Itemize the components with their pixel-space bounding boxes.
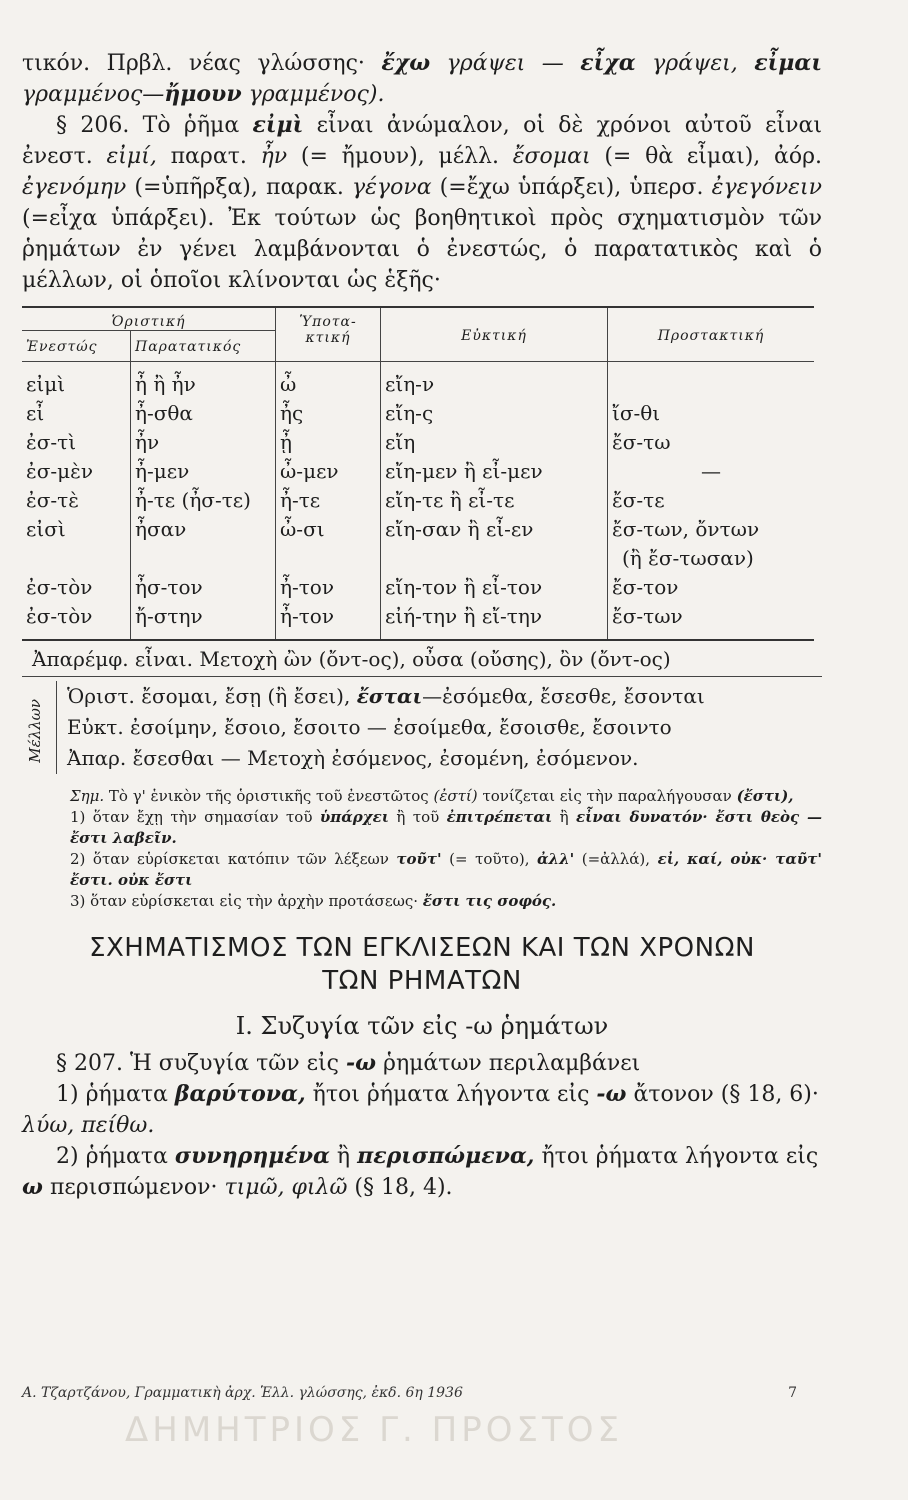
page-number: 7 (788, 1385, 797, 1401)
cell-paratatikos: ἦ-σθα (131, 399, 276, 428)
table-row (22, 544, 814, 573)
cell-enestos: εἰμὶ (26, 372, 66, 396)
cell-prostaktiki: ἔσ-των (608, 602, 815, 640)
bold-italic-word: ἔχω (381, 50, 431, 76)
bold-italic-word: εἶναι δυνατόν· ἔστι θεὸς — ἔστι λαβεῖν. (70, 808, 822, 847)
text: (=εἶχα ὑπάρξει). Ἐκ τούτων ὡς βοηθητικοὶ πρὸς σχηματισμὸν τῶν ῥημάτων ἐν γένει λαμβάνονται ὁ ἐνεστώς, ὁ παρατατικὸς καὶ ὁ μέλλων, οἱ ὁποῖοι κλίνονται ὡς ἑξῆς· (22, 206, 822, 293)
library-stamp: ΔΗΜΗΤΡΙΟΣ Γ. ΠΡΟΣΤΟΣ (125, 1410, 623, 1450)
text: ἤτοι ῥήματα λήγοντα εἰς (312, 1082, 590, 1107)
header-ypotaktiki: Ὑποτα-κτική (276, 307, 381, 361)
cell-prostaktiki: — (608, 457, 815, 486)
italic-word: ἐγενόμην (22, 175, 127, 200)
text: —ἐσόμεθα, ἔσεσθε, ἔσονται (422, 684, 705, 708)
cell-ypotaktiki: ἦ-τε (276, 486, 381, 515)
text: 3) ὅταν εὑρίσκεται εἰς τὴν ἀρχὴν προτάσεως· (70, 892, 419, 910)
text: Ὁριστ. ἔσομαι, ἔσῃ (ἢ ἔσει), (67, 684, 351, 708)
cell-enestos (22, 544, 131, 573)
header-enestos: Ἐνεστώς (26, 339, 98, 355)
cell-enestos: ἐσ-τὸν (26, 604, 93, 628)
section-heading (22, 932, 822, 998)
future-oristiki (67, 681, 705, 712)
text: τικόν. Πρβλ. νέας γλώσσης· (22, 51, 365, 76)
bold-italic-word: ὑπάρχει (319, 808, 390, 826)
future-label-text: Μέλλων (26, 699, 44, 763)
bold-italic-word: ἀλλ' (537, 850, 575, 868)
cell-enestos: εἰσὶ (26, 517, 66, 541)
cell-efktiki: εἴη-τον ἢ εἶ-τον (381, 573, 608, 602)
cell-paratatikos: ἦ-μεν (131, 457, 276, 486)
bold-italic-word: ἤμουν (164, 81, 242, 107)
cell-ypotaktiki: ὦ (276, 362, 381, 400)
text: (= ἤμουν), μέλλ. (300, 144, 499, 169)
cell-paratatikos: ἦν (131, 428, 276, 457)
bold-italic-word: συνηρημένα (174, 1143, 330, 1169)
cell-paratatikos: ἦ ἢ ἦν (131, 362, 276, 400)
italic-word: γραμμένος). (248, 82, 385, 107)
text: εἶναι ἀνώμαλον, οἱ δὲ χρόνοι αὐτοῦ εἶναι ἐνεστ. (22, 113, 823, 169)
table-row (22, 457, 814, 486)
note-block (22, 786, 822, 912)
paragraph-207 (22, 1048, 822, 1079)
text: (§ 18, 4). (354, 1175, 453, 1200)
note-item-2 (22, 849, 822, 891)
bold-italic-word: περισπώμενα, (357, 1143, 535, 1169)
paragraph-206 (22, 110, 822, 296)
paragraph-207-item-2 (22, 1141, 822, 1203)
cell-efktiki: εἴη-μεν ἢ εἶ-μεν (381, 457, 608, 486)
text: ῥημάτων περιλαμβάνει (383, 1051, 641, 1076)
bold-italic-word: εἰμὶ (252, 112, 304, 138)
cell-prostaktiki: ἴσ-θι (608, 399, 815, 428)
text: ἤτοι ῥήματα λήγοντα εἰς (541, 1144, 819, 1169)
bold-italic-word: -ω (596, 1081, 627, 1107)
cell-efktiki: εἴη-τε ἢ εἶ-τε (381, 486, 608, 515)
cell-ypotaktiki: ᾖ (276, 428, 381, 457)
note-label: Σημ. (70, 787, 105, 805)
cell-ypotaktiki: ὦ-μεν (276, 457, 381, 486)
italic-word: λύω, πείθω. (22, 1113, 155, 1138)
cell-efktiki (381, 544, 608, 573)
cell-prostaktiki: ἔσ-τω (608, 428, 815, 457)
text: (=ἔχω ὑπάρξει), ὑπερσ. (439, 175, 704, 200)
section-207 (22, 1048, 822, 1203)
bold-italic-word: βαρύτονα, (174, 1081, 306, 1107)
text: περισπώμενον· (49, 1175, 218, 1200)
cell-ypotaktiki: ἦ-τον (276, 602, 381, 640)
paragraph-intro (22, 48, 822, 110)
header-paratatikos: Παρατατικός (131, 331, 276, 362)
cell-ypotaktiki: ὦ-σι (276, 515, 381, 544)
cell-efktiki: εἴη-ς (381, 399, 608, 428)
future-label (22, 681, 57, 774)
bold-italic-word: -ω (345, 1050, 377, 1076)
cell-prostaktiki (608, 362, 815, 400)
text: 2) ῥήματα (56, 1144, 168, 1169)
bold-italic-word: ἔσται (356, 684, 423, 708)
text: ἄτονον (§ 18, 6)· (633, 1082, 819, 1107)
header-prostaktiki: Προστακτική (608, 307, 815, 361)
table-row (22, 362, 814, 400)
future-efktiki: Εὐκτ. ἐσοίμην, ἔσοιο, ἔσοιτο — ἐσοίμεθα, ἔσοισθε, ἔσοιντο (67, 715, 672, 739)
cell-enestos: ἐσ-τὲ (26, 488, 79, 512)
italic-word: ἦν (260, 144, 288, 169)
note-intro (22, 786, 822, 807)
text: § 206. Τὸ ῥῆμα (56, 113, 240, 138)
table-row (22, 399, 814, 428)
text: (= τοῦτο), (449, 850, 530, 868)
cell-ypotaktiki: ἦ-τον (276, 573, 381, 602)
future-aparemfato: Ἀπαρ. ἔσεσθαι — Μετοχὴ ἐσόμενος, ἐσομένη, ἐσόμενον. (67, 746, 639, 770)
paragraph-207-item-1 (22, 1079, 822, 1141)
future-tense-block (22, 676, 822, 774)
heading-line-1: ΣΧΗΜΑΤΙΣΜΟΣ ΤΩΝ ΕΓΚΛΙΣΕΩΝ ΚΑΙ ΤΩΝ ΧΡΟΝΩΝ (89, 933, 755, 963)
table-row (22, 486, 814, 515)
text: 1) ὅταν ἔχῃ τὴν σημασίαν τοῦ (70, 808, 313, 826)
table-row (22, 602, 814, 640)
italic-word: (ἐστί) (433, 787, 478, 805)
cell-paratatikos: ἦ-τε (ἦσ-τε) (131, 486, 276, 515)
italic-word: γράψει, (652, 51, 738, 76)
text: (= θὰ εἶμαι), ἀόρ. (604, 144, 823, 169)
cell-ypotaktiki (276, 544, 381, 573)
italic-word: γέγονα (351, 175, 432, 200)
text: Τὸ γ' ἑνικὸν τῆς ὁριστικῆς τοῦ ἐνεστῶτος (108, 787, 429, 805)
cell-enestos: ἐσ-τὸν (26, 575, 93, 599)
cell-efktiki: εἴη (381, 428, 608, 457)
cell-paratatikos: ἦσαν (131, 515, 276, 544)
text: ἢ (559, 808, 569, 826)
footer-source: Α. Τζαρτζάνου, Γραμματικὴ ἀρχ. Ἑλλ. γλώσσης, ἐκδ. 6η 1936 (22, 1385, 463, 1401)
aparemfato-line: Ἀπαρέμφ. εἶναι. Μετοχὴ ὢν (ὄντ-ος), οὖσα (οὔσης), ὂν (ὄντ-ος) (22, 640, 814, 674)
table-row (22, 515, 814, 544)
cell-prostaktiki: ἔσ-των, ὄντων (608, 515, 815, 544)
italic-word: τιμῶ, φιλῶ (224, 1175, 348, 1200)
text: 1) ῥήματα (56, 1082, 168, 1107)
text: παρατ. (170, 144, 247, 169)
page-footer (22, 1385, 797, 1401)
cell-enestos: ἐσ-μὲν (26, 459, 94, 483)
table-row (22, 573, 814, 602)
text: (=ὑπῆρξα), παρακ. (134, 175, 344, 200)
cell-prostaktiki: ἔσ-τε (608, 486, 815, 515)
italic-word: ἔσομαι (512, 144, 591, 169)
bold-italic-word: ἐπιτρέπεται (446, 808, 553, 826)
cell-enestos: εἶ (26, 401, 45, 425)
bold-italic-word: ἔστι τις σοφός. (422, 892, 557, 910)
cell-efktiki: εἴη-σαν ἢ εἶ-εν (381, 515, 608, 544)
bold-italic-word: τοῦτ' (396, 850, 442, 868)
header-efktiki: Εὐκτική (381, 307, 608, 361)
cell-prostaktiki: ἔσ-τον (608, 573, 815, 602)
italic-word: εἰμί, (106, 144, 157, 169)
bold-italic-word: εἰ, καί, οὐκ· ταῦτ' ἔστι. οὐκ ἔστι (70, 850, 822, 889)
text: ἢ (336, 1144, 351, 1169)
page-content (22, 48, 822, 1203)
text: (=ἀλλά), (581, 850, 651, 868)
text: τονίζεται εἰς τὴν παραλήγουσαν (482, 787, 732, 805)
cell-efktiki: εἴη-ν (381, 362, 608, 400)
future-lines (57, 681, 705, 774)
cell-enestos: ἐσ-τὶ (26, 430, 77, 454)
text: ἢ τοῦ (396, 808, 440, 826)
subsection-heading: I. Συζυγία τῶν εἰς -ω ῥημάτων (235, 1012, 609, 1040)
cell-paratatikos: ἦσ-τον (131, 573, 276, 602)
bold-italic-word: ω (22, 1174, 43, 1200)
conjugation-table (22, 306, 814, 674)
cell-prostaktiki: (ἢ ἔσ-τωσαν) (608, 544, 815, 573)
cell-paratatikos (131, 544, 276, 573)
cell-paratatikos: ἤ-στην (131, 602, 276, 640)
note-item-1 (22, 807, 822, 849)
header-oristiki: Ὁριστική (22, 307, 276, 331)
text: § 207. Ἡ συζυγία τῶν εἰς (56, 1051, 339, 1076)
italic-word: ἐγεγόνειν (711, 175, 822, 200)
bold-italic-word: εἶμαι (754, 50, 822, 76)
italic-word: γράψει — (446, 51, 564, 76)
cell-ypotaktiki: ἦς (276, 399, 381, 428)
bold-italic-word: (ἔστι), (736, 787, 794, 805)
text: 2) ὅταν εὑρίσκεται κατόπιν τῶν λέξεων (70, 850, 389, 868)
table-row (22, 428, 814, 457)
bold-italic-word: εἶχα (580, 50, 636, 76)
note-item-3 (22, 891, 822, 912)
cell-efktiki: εἰή-την ἢ εἴ-την (381, 602, 608, 640)
heading-line-2: ΤΩΝ ΡΗΜΑΤΩΝ (322, 966, 522, 996)
italic-word: γραμμένος— (22, 82, 165, 107)
